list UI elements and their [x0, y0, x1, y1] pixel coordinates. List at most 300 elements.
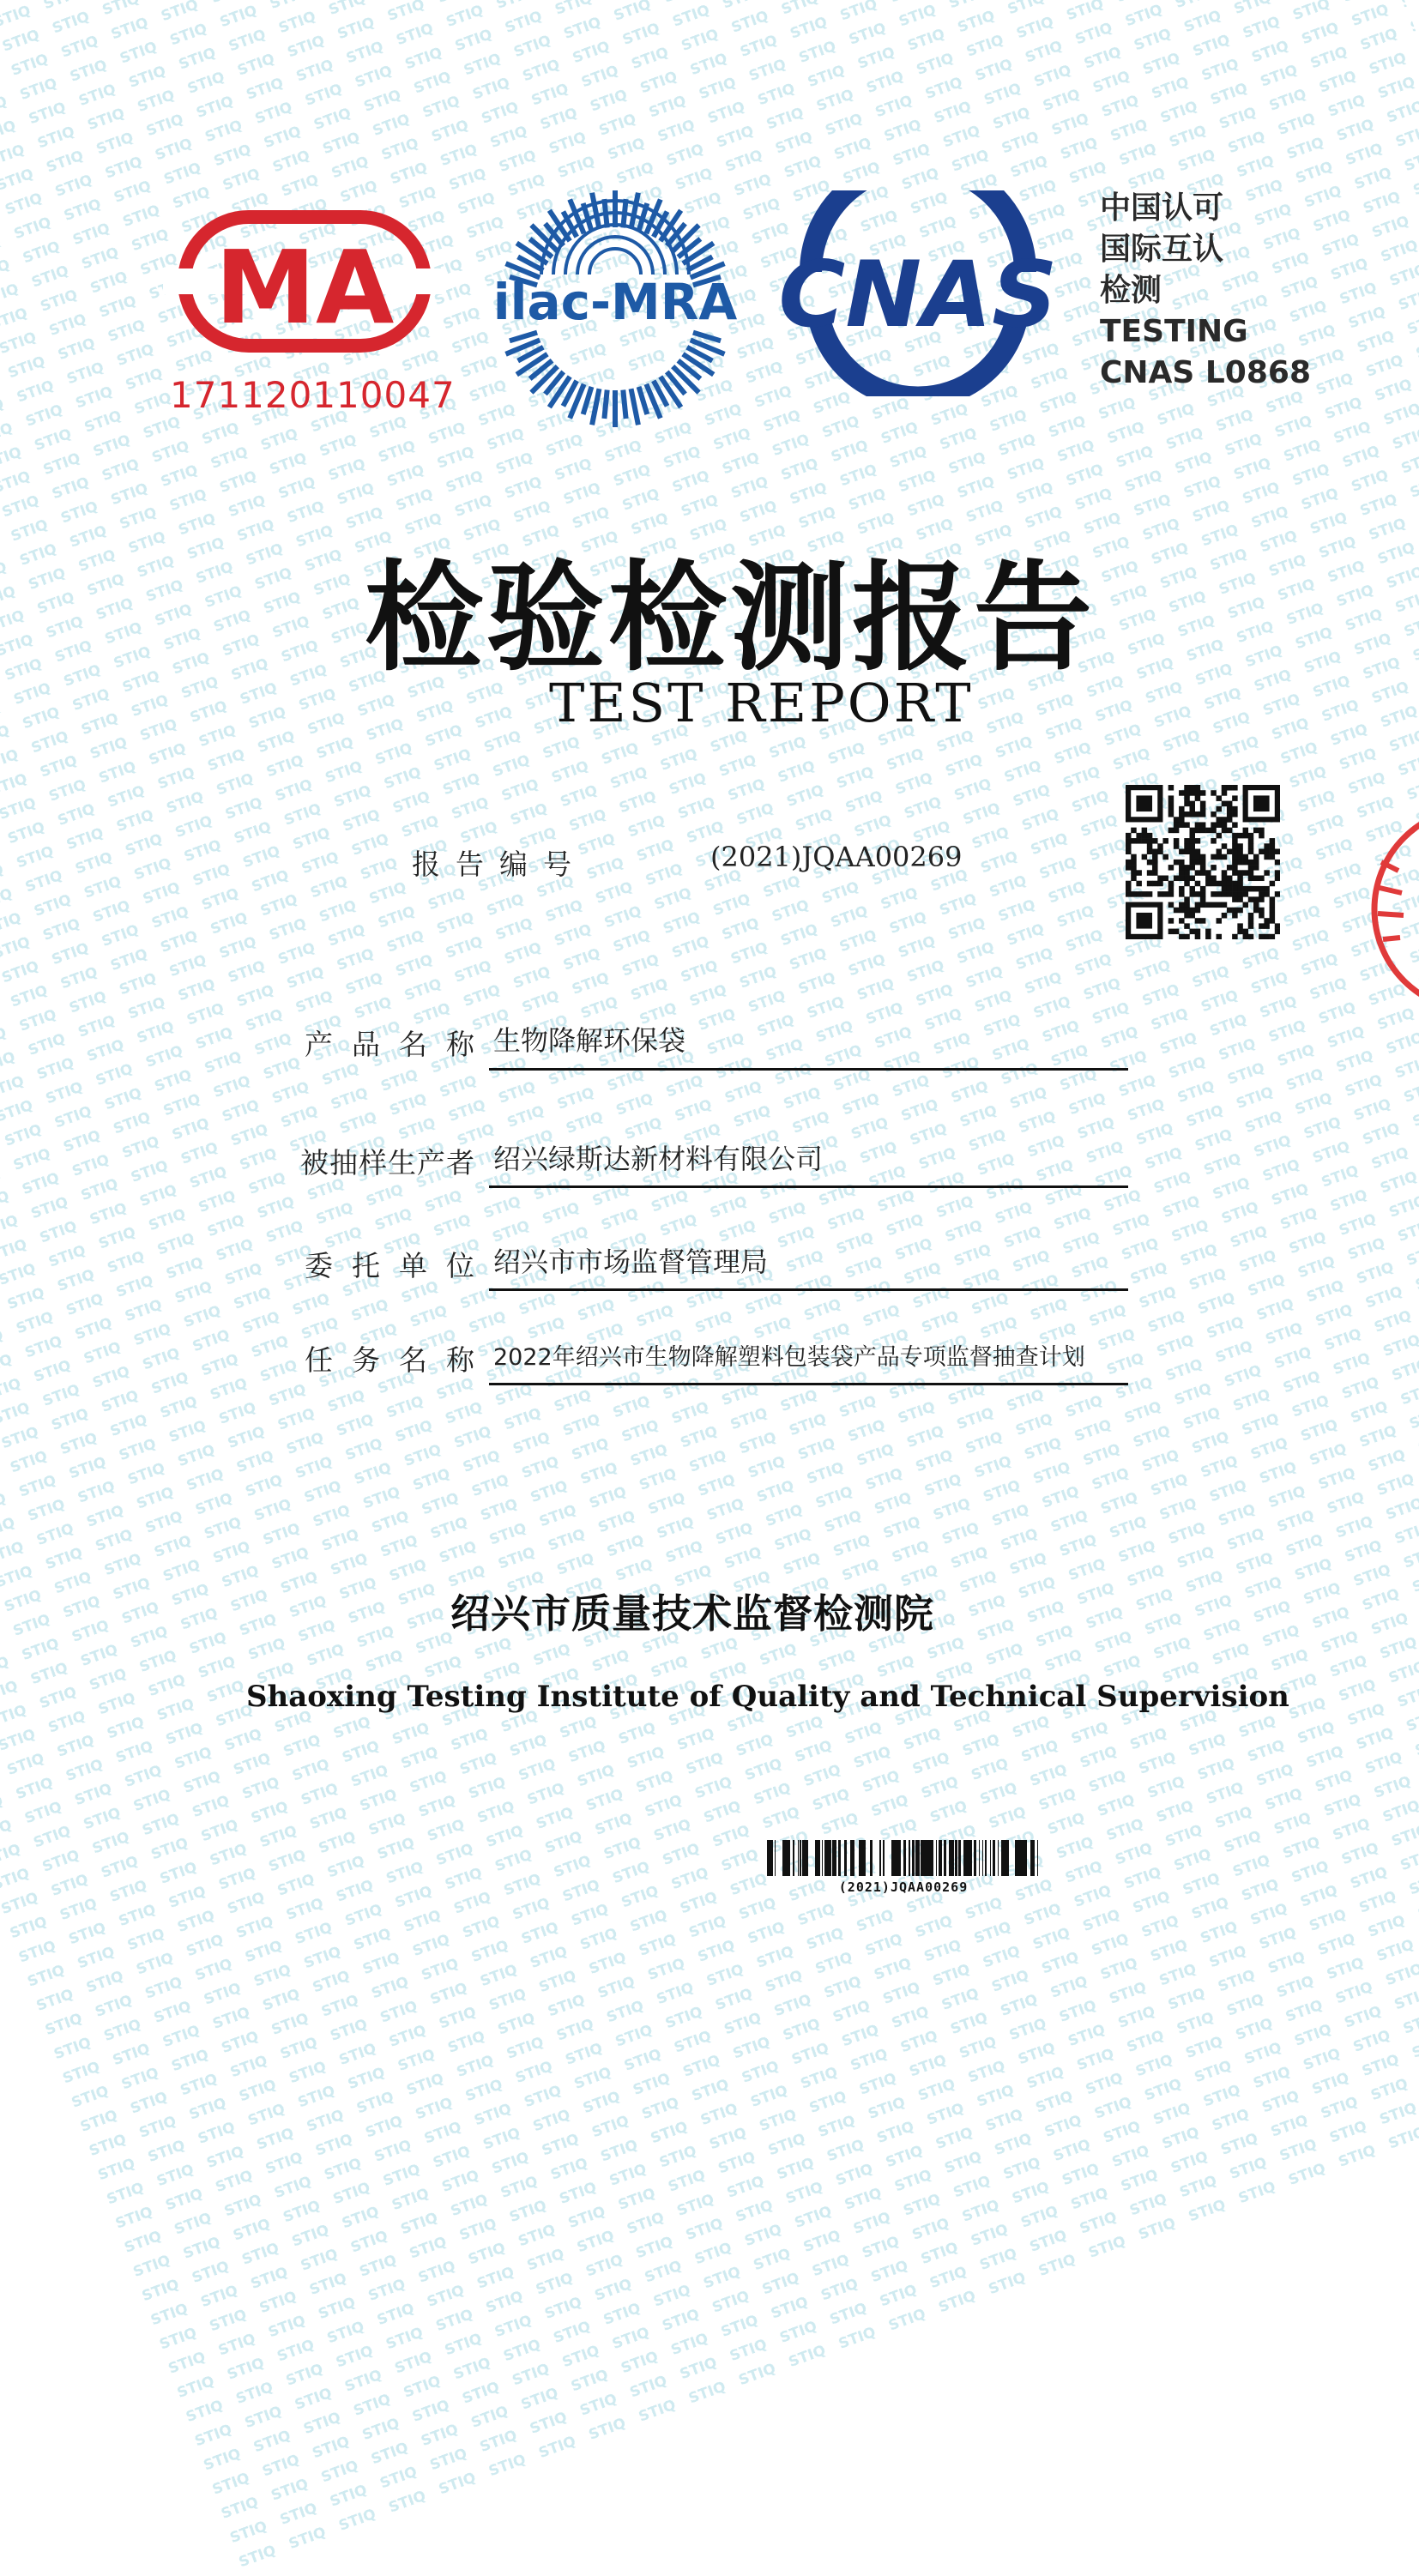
qr-module — [1227, 811, 1233, 817]
barcode-bar — [969, 1840, 972, 1876]
qr-module — [1259, 886, 1265, 892]
qr-module — [1243, 833, 1249, 839]
qr-module — [1168, 881, 1174, 887]
qr-module — [1264, 843, 1270, 849]
qr-module — [1211, 811, 1217, 817]
qr-module — [1222, 817, 1228, 823]
qr-module — [1248, 923, 1254, 929]
qr-module — [1222, 886, 1228, 892]
seal-icon — [1364, 793, 1419, 1025]
qr-module — [1184, 908, 1190, 914]
qr-module — [1227, 848, 1233, 854]
barcode-bar — [859, 1840, 861, 1876]
red-stamp — [1364, 793, 1419, 1025]
barcode-bar — [775, 1840, 776, 1876]
qr-module — [1227, 876, 1233, 882]
barcode-bar — [896, 1840, 898, 1876]
qr-module — [1189, 908, 1195, 914]
qr-module — [1270, 881, 1276, 887]
qr-module — [1136, 870, 1142, 876]
qr-module — [1248, 918, 1254, 924]
qr-module — [1232, 870, 1238, 876]
qr-module — [1237, 908, 1243, 914]
ilac-tick — [531, 366, 557, 392]
barcode-bar — [770, 1840, 771, 1876]
qr-module — [1179, 876, 1185, 882]
barcode-bar — [917, 1840, 920, 1876]
qr-module — [1168, 929, 1174, 935]
field-value-product-name: 生物降解环保袋 — [493, 1024, 686, 1057]
qr-module — [1259, 876, 1265, 882]
qr-module — [1200, 854, 1206, 860]
qr-module — [1275, 923, 1280, 929]
qr-module — [1248, 876, 1254, 882]
field-label-product-name: 产品名称 — [305, 1028, 493, 1061]
qr-module — [1217, 848, 1223, 854]
barcode-bar — [982, 1840, 983, 1876]
qr-module — [1152, 838, 1158, 844]
qr-module — [1189, 854, 1195, 860]
qr-module — [1243, 828, 1249, 834]
qr-module — [1259, 934, 1265, 939]
qr-module — [1237, 833, 1243, 839]
qr-module — [1200, 896, 1206, 902]
qr-module — [1195, 918, 1201, 924]
qr-module — [1142, 838, 1148, 844]
qr-module — [1237, 876, 1243, 882]
qr-module — [1237, 923, 1243, 929]
qr-module — [1126, 848, 1132, 854]
qr-module — [1275, 929, 1280, 935]
cma-code: 171120110047 — [170, 374, 456, 416]
ilac-text: ilac-MRA — [493, 273, 738, 331]
qr-module — [1200, 828, 1206, 834]
barcode-bar — [793, 1840, 794, 1876]
qr-module — [1126, 891, 1132, 897]
barcode-bar — [974, 1840, 975, 1876]
qr-module — [1200, 790, 1206, 796]
cma-logo — [163, 196, 456, 427]
barcode-bar — [928, 1840, 930, 1876]
barcode — [762, 1840, 1045, 1893]
qr-module — [1200, 870, 1206, 876]
qr-module — [1237, 870, 1243, 876]
field-label-client: 委托单位 — [305, 1249, 493, 1282]
barcode-bar — [968, 1840, 969, 1876]
qr-module — [1184, 865, 1190, 871]
barcode-bar — [840, 1840, 841, 1876]
field-value-client: 绍兴市市场监督管理局 — [493, 1246, 769, 1278]
qr-module — [1184, 785, 1190, 791]
qr-module — [1248, 860, 1254, 866]
qr-module — [1174, 828, 1180, 834]
qr-module — [1142, 828, 1148, 834]
qr-finder — [1253, 795, 1270, 811]
qr-module — [1157, 843, 1163, 849]
qr-module — [1126, 881, 1132, 887]
qr-module — [1200, 886, 1206, 892]
ilac-tick — [623, 390, 625, 419]
qr-module — [1200, 865, 1206, 871]
cnas-side-line4: TESTING — [1100, 314, 1248, 349]
qr-module — [1205, 902, 1211, 908]
barcode-bar — [852, 1840, 854, 1876]
barcode-bar — [949, 1840, 950, 1876]
barcode-bar — [1030, 1840, 1032, 1876]
qr-module — [1184, 934, 1190, 939]
qr-module — [1232, 848, 1238, 854]
qr-module — [1259, 891, 1265, 897]
qr-module — [1237, 886, 1243, 892]
qr-module — [1237, 929, 1243, 935]
qr-module — [1205, 881, 1211, 887]
qr-module — [1184, 811, 1190, 817]
qr-module — [1232, 860, 1238, 866]
qr-module — [1222, 881, 1228, 887]
barcode-bar — [955, 1840, 957, 1876]
qr-module — [1179, 790, 1185, 796]
qr-module — [1200, 806, 1206, 812]
qr-module — [1174, 908, 1180, 914]
qr-module — [1253, 876, 1259, 882]
barcode-bar — [1032, 1840, 1035, 1876]
barcode-bar — [909, 1840, 910, 1876]
barcode-bar — [939, 1840, 942, 1876]
qr-module — [1232, 806, 1238, 812]
qr-module — [1264, 918, 1270, 924]
qr-module — [1227, 828, 1233, 834]
qr-module — [1253, 828, 1259, 834]
qr-module — [1131, 828, 1137, 834]
barcode-bar — [975, 1840, 976, 1876]
barcode-bar — [1001, 1840, 1004, 1876]
qr-module — [1237, 854, 1243, 860]
qr-module — [1200, 902, 1206, 908]
qr-module — [1248, 913, 1254, 919]
qr-module — [1243, 886, 1249, 892]
qr-module — [1232, 843, 1238, 849]
qr-module — [1237, 848, 1243, 854]
qr-module — [1259, 833, 1265, 839]
qr-module — [1184, 870, 1190, 876]
qr-module — [1131, 854, 1137, 860]
qr-module — [1248, 896, 1254, 902]
qr-module — [1189, 843, 1195, 849]
report-title-cn: 检验检测报告 — [365, 549, 1096, 687]
qr-module — [1275, 891, 1280, 897]
barcode-bar — [806, 1840, 808, 1876]
barcode-bar — [800, 1840, 801, 1876]
qr-module — [1211, 828, 1217, 834]
qr-module — [1275, 860, 1280, 866]
qr-module — [1195, 790, 1201, 796]
qr-module — [1275, 848, 1280, 854]
qr-module — [1184, 795, 1190, 801]
qr-module — [1270, 848, 1276, 854]
cma-emblem-icon — [163, 196, 446, 367]
qr-module — [1174, 817, 1180, 823]
qr-module — [1270, 854, 1276, 860]
qr-module — [1189, 848, 1195, 854]
qr-module — [1189, 790, 1195, 796]
qr-module — [1200, 822, 1206, 828]
qr-module — [1227, 891, 1233, 897]
qr-module — [1184, 923, 1190, 929]
qr-module — [1243, 891, 1249, 897]
qr-module — [1211, 854, 1217, 860]
qr-module — [1227, 806, 1233, 812]
barcode-bar — [1022, 1840, 1024, 1876]
qr-module — [1131, 891, 1137, 897]
qr-module — [1232, 838, 1238, 844]
qr-module — [1237, 860, 1243, 866]
institute-name-en: Shaoxing Testing Institute of Quality and Technical Supervision — [246, 1680, 1289, 1714]
qr-module — [1189, 860, 1195, 866]
qr-module — [1248, 833, 1254, 839]
barcode-bar — [815, 1840, 818, 1876]
qr-module — [1232, 822, 1238, 828]
qr-code-icon — [1126, 785, 1280, 939]
qr-module — [1259, 848, 1265, 854]
ilac-tick — [693, 333, 721, 341]
qr-module — [1184, 801, 1190, 807]
ilac-mra-logo — [493, 182, 738, 435]
qr-module — [1200, 811, 1206, 817]
ilac-emblem-icon — [493, 182, 738, 435]
ilac-tick — [673, 366, 698, 392]
cma-letters: MA — [214, 228, 395, 347]
barcode-bar — [979, 1840, 980, 1876]
barcode-bar — [1021, 1840, 1022, 1876]
qr-module — [1232, 934, 1238, 939]
barcode-bar — [824, 1840, 827, 1876]
qr-module — [1152, 854, 1158, 860]
qr-module — [1211, 838, 1217, 844]
qr-module — [1168, 902, 1174, 908]
barcode-bar — [1017, 1840, 1018, 1876]
qr-module — [1152, 848, 1158, 854]
qr-module — [1195, 795, 1201, 801]
qr-module — [1222, 854, 1228, 860]
barcode-bar — [782, 1840, 783, 1876]
field-underline-client — [489, 1288, 1128, 1291]
qr-module — [1126, 833, 1132, 839]
qr-module — [1195, 848, 1201, 854]
barcode-bar — [818, 1840, 820, 1876]
qr-module — [1243, 854, 1249, 860]
barcode-bar — [944, 1840, 945, 1876]
qr-module — [1270, 902, 1276, 908]
qr-module — [1270, 908, 1276, 914]
qr-module — [1179, 806, 1185, 812]
qr-module — [1174, 876, 1180, 882]
qr-module — [1217, 817, 1223, 823]
qr-code[interactable] — [1126, 785, 1280, 939]
qr-module — [1195, 902, 1201, 908]
qr-module — [1179, 865, 1185, 871]
qr-module — [1259, 828, 1265, 834]
barcode-bar — [850, 1840, 852, 1876]
barcode-bar — [787, 1840, 788, 1876]
barcode-bar — [912, 1840, 915, 1876]
barcode-bar — [798, 1840, 799, 1876]
qr-module — [1264, 934, 1270, 939]
ilac-tick — [631, 389, 638, 425]
field-label-task-name: 任务名称 — [305, 1343, 493, 1377]
qr-module — [1162, 854, 1168, 860]
qr-module — [1205, 828, 1211, 834]
qr-module — [1237, 891, 1243, 897]
barcode-bar — [891, 1840, 894, 1876]
qr-module — [1217, 891, 1223, 897]
barcode-bar — [1005, 1840, 1006, 1876]
ilac-tick — [639, 387, 648, 414]
qr-module — [1195, 908, 1201, 914]
qr-module — [1205, 876, 1211, 882]
qr-module — [1189, 865, 1195, 871]
qr-module — [1162, 876, 1168, 882]
qr-module — [1184, 822, 1190, 828]
qr-module — [1270, 843, 1276, 849]
barcode-bar — [950, 1840, 951, 1876]
barcode-bar — [930, 1840, 931, 1876]
qr-module — [1270, 913, 1276, 919]
qr-module — [1259, 896, 1265, 902]
qr-module — [1253, 854, 1259, 860]
qr-module — [1248, 843, 1254, 849]
qr-module — [1217, 854, 1223, 860]
qr-module — [1205, 934, 1211, 939]
barcode-bar — [883, 1840, 885, 1876]
barcode-bar — [953, 1840, 954, 1876]
field-underline-task-name — [489, 1383, 1128, 1385]
qr-module — [1126, 886, 1132, 892]
barcode-bar — [936, 1840, 937, 1876]
qr-module — [1162, 838, 1168, 844]
qr-module — [1222, 785, 1228, 791]
qr-module — [1264, 870, 1270, 876]
qr-module — [1142, 891, 1148, 897]
qr-module — [1232, 854, 1238, 860]
qr-module — [1136, 838, 1142, 844]
qr-module — [1147, 848, 1153, 854]
qr-module — [1168, 801, 1174, 807]
barcode-bar — [990, 1840, 991, 1876]
barcode-bar — [1037, 1840, 1038, 1876]
qr-module — [1275, 876, 1280, 882]
qr-module — [1189, 838, 1195, 844]
barcode-bar — [834, 1840, 836, 1876]
qr-module — [1142, 854, 1148, 860]
barcode-bar — [1018, 1840, 1021, 1876]
qr-module — [1264, 891, 1270, 897]
qr-module — [1243, 860, 1249, 866]
cnas-logo — [776, 190, 1060, 396]
barcode-bar — [898, 1840, 901, 1876]
barcode-bar — [998, 1840, 999, 1876]
barcode-bar — [963, 1840, 965, 1876]
qr-module — [1227, 865, 1233, 871]
qr-module — [1168, 785, 1174, 791]
qr-module — [1131, 876, 1137, 882]
qr-module — [1131, 838, 1137, 844]
qr-module — [1179, 848, 1185, 854]
cnas-text: CNAS — [778, 242, 1058, 347]
qr-module — [1179, 860, 1185, 866]
qr-module — [1195, 828, 1201, 834]
field-label-producer: 被抽样生产者 — [300, 1146, 475, 1179]
field-value-task-name: 2022年绍兴市生物降解塑料包装袋产品专项监督抽查计划 — [493, 1344, 1085, 1371]
barcode-bar — [1006, 1840, 1009, 1876]
barcode-bar — [923, 1840, 926, 1876]
qr-module — [1222, 870, 1228, 876]
ilac-tick — [631, 193, 638, 229]
barcode-bar — [804, 1840, 806, 1876]
qr-module — [1253, 886, 1259, 892]
barcode-bar — [965, 1840, 968, 1876]
qr-module — [1211, 865, 1217, 871]
qr-module — [1195, 860, 1201, 866]
qr-module — [1217, 822, 1223, 828]
qr-module — [1157, 881, 1163, 887]
qr-module — [1147, 838, 1153, 844]
qr-module — [1174, 843, 1180, 849]
barcode-bar — [903, 1840, 905, 1876]
qr-module — [1174, 929, 1180, 935]
qr-module — [1168, 828, 1174, 834]
qr-module — [1232, 795, 1238, 801]
qr-module — [1211, 891, 1217, 897]
barcode-bar — [915, 1840, 917, 1876]
qr-module — [1232, 908, 1238, 914]
qr-module — [1152, 881, 1158, 887]
qr-module — [1157, 891, 1163, 897]
qr-module — [1174, 860, 1180, 866]
qr-module — [1195, 891, 1201, 897]
qr-module — [1200, 860, 1206, 866]
qr-module — [1184, 902, 1190, 908]
qr-module — [1217, 795, 1223, 801]
qr-module — [1147, 860, 1153, 866]
qr-module — [1217, 881, 1223, 887]
ilac-arc — [589, 249, 641, 274]
qr-module — [1253, 902, 1259, 908]
qr-module — [1205, 870, 1211, 876]
qr-module — [1184, 896, 1190, 902]
qr-module — [1179, 934, 1185, 939]
qr-module — [1189, 806, 1195, 812]
qr-module — [1211, 876, 1217, 882]
qr-module — [1222, 822, 1228, 828]
report-number-value: (2021)JQAA00269 — [710, 841, 963, 873]
qr-module — [1259, 923, 1265, 929]
qr-module — [1195, 934, 1201, 939]
report-title-en: TEST REPORT — [549, 672, 974, 734]
qr-module — [1248, 934, 1254, 939]
barcode-bar — [788, 1840, 790, 1876]
qr-module — [1253, 896, 1259, 902]
qr-module — [1168, 811, 1174, 817]
qr-module — [1259, 913, 1265, 919]
qr-module — [1184, 913, 1190, 919]
qr-module — [1189, 833, 1195, 839]
qr-module — [1243, 934, 1249, 939]
barcode-bar — [1015, 1840, 1017, 1876]
qr-module — [1205, 929, 1211, 935]
qr-module — [1152, 860, 1158, 866]
qr-module — [1237, 843, 1243, 849]
qr-module — [1189, 913, 1195, 919]
